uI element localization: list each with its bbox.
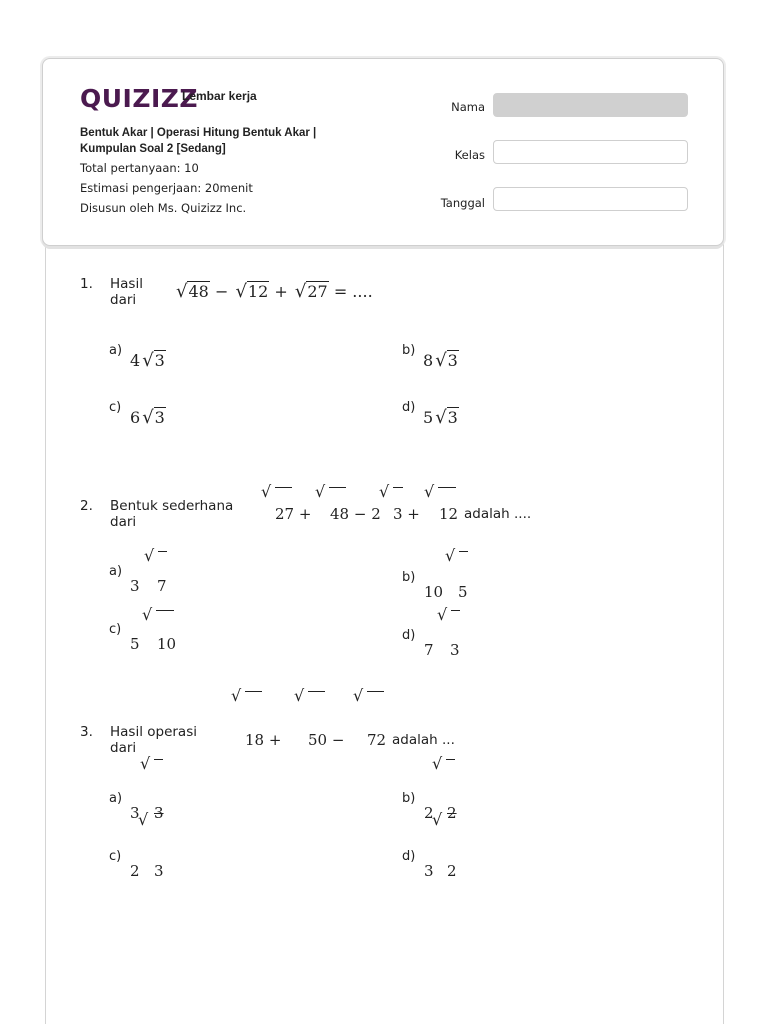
q1-option-b-label[interactable]: b) (402, 343, 416, 358)
worksheet-subtitle: Lembar kerja (182, 89, 257, 103)
q2-option-b-label[interactable]: b) (402, 570, 416, 585)
q3-option-d-label[interactable]: d) (402, 849, 416, 864)
q2-option-c-label[interactable]: c) (109, 622, 122, 637)
q3-option-c-label[interactable]: c) (109, 849, 122, 864)
quizizz-logo: QUIZIZZ (80, 84, 199, 113)
q1-option-a-label[interactable]: a) (109, 343, 123, 358)
q2-option-a-label[interactable]: a) (109, 564, 123, 579)
q3-option-b-label[interactable]: b) (402, 791, 416, 806)
q1-option-b[interactable]: 8 √3 (423, 350, 458, 371)
q3-option-a-label[interactable]: a) (109, 791, 123, 806)
question-1-number: 1. (80, 276, 93, 292)
question-1-expression: √48 − √12 + √27 = .... (176, 281, 373, 302)
total-questions: Total pertanyaan: 10 (80, 161, 199, 175)
name-field[interactable] (493, 93, 688, 117)
question-3-number: 3. (80, 724, 93, 740)
q1-option-d[interactable]: 5 √3 (423, 407, 458, 428)
estimated-time: Estimasi pengerjaan: 20menit (80, 181, 253, 195)
question-1-text: Hasil dari (110, 276, 143, 308)
q2-option-d-label[interactable]: d) (402, 628, 416, 643)
date-label: Tanggal (440, 196, 485, 210)
question-2-text: Bentuk sederhana dari (110, 498, 234, 530)
class-field[interactable] (493, 140, 688, 164)
question-2-number: 2. (80, 498, 93, 514)
q1-option-c-label[interactable]: c) (109, 400, 122, 415)
date-field[interactable] (493, 187, 688, 211)
q1-option-a[interactable]: 4 √3 (130, 350, 165, 371)
worksheet-title: Bentuk Akar | Operasi Hitung Bentuk Akar | Kumpulan Soal 2 [Sedang] (80, 127, 317, 155)
name-label: Nama (451, 100, 485, 114)
question-3-text: Hasil operasi dari (110, 724, 197, 756)
q1-option-c[interactable]: 6 √3 (130, 407, 165, 428)
q1-option-d-label[interactable]: d) (402, 400, 416, 415)
class-label: Kelas (454, 148, 485, 162)
author: Disusun oleh Ms. Quizizz Inc. (80, 201, 247, 215)
